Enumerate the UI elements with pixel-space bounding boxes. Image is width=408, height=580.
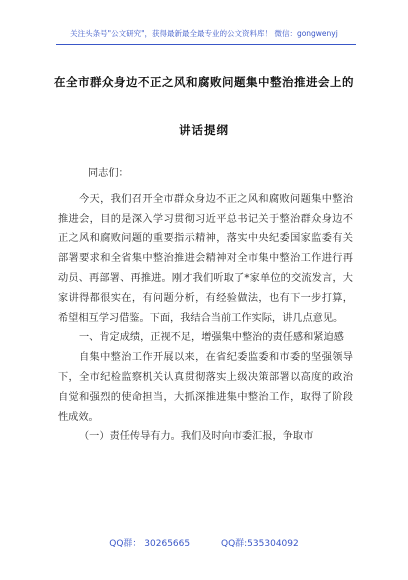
footer [0,536,408,549]
header-divider [56,44,356,45]
section-heading-1: 一、肯定成绩，正视不足，增强集中整治的责任感和紧迫感 [79,332,344,344]
document-body [58,164,353,447]
paragraph-subsection-1: （一）责任传导有力。我们及时向市委汇报，争取市 [79,431,314,443]
footer-qq-group-1: QQ群： 30265665 [109,539,191,549]
footer-qq-group-2: QQ群:535304092 [220,539,299,549]
paragraph-intro: 今天，我们召开全市群众身边不正之风和腐败问题集中整治推进会，目的是深入学习贯彻习近平总书记关于整治群众身边不正之风和腐败问题的重要指示精神，落实中央纪委国家监委有关部署要求和全省集中整治推进会精神对全市集中整治工作进行再动员、再部署、再推进。刚才我们听取了*家单位的交流发言，大家讲得都很实在，有问题分析，有经验做法，也有下一步打算，希望相互学习借鉴。下面，我结合当前工作实际，讲几点意见。 [58,193,353,324]
header-note: 关注头条号"公文研究"，获得最新最全最专业的公文资料库！ 微信：gongwenyj [70,29,338,38]
document-subtitle: 讲话提纲 [179,123,229,137]
paragraph-section-1: 自集中整治工作开展以来，在省纪委监委和市委的坚强领导下，全市纪检监察机关认真贯彻落实上级决策部署以高度的政治自觉和强烈的使命担当，大抓深推进集中整治工作，取得了阶段性成效。 [58,352,353,423]
document-title: 在全市群众身边不正之风和腐败问题集中整治推进会上的 [54,75,354,89]
greeting: 同志们： [88,168,129,179]
